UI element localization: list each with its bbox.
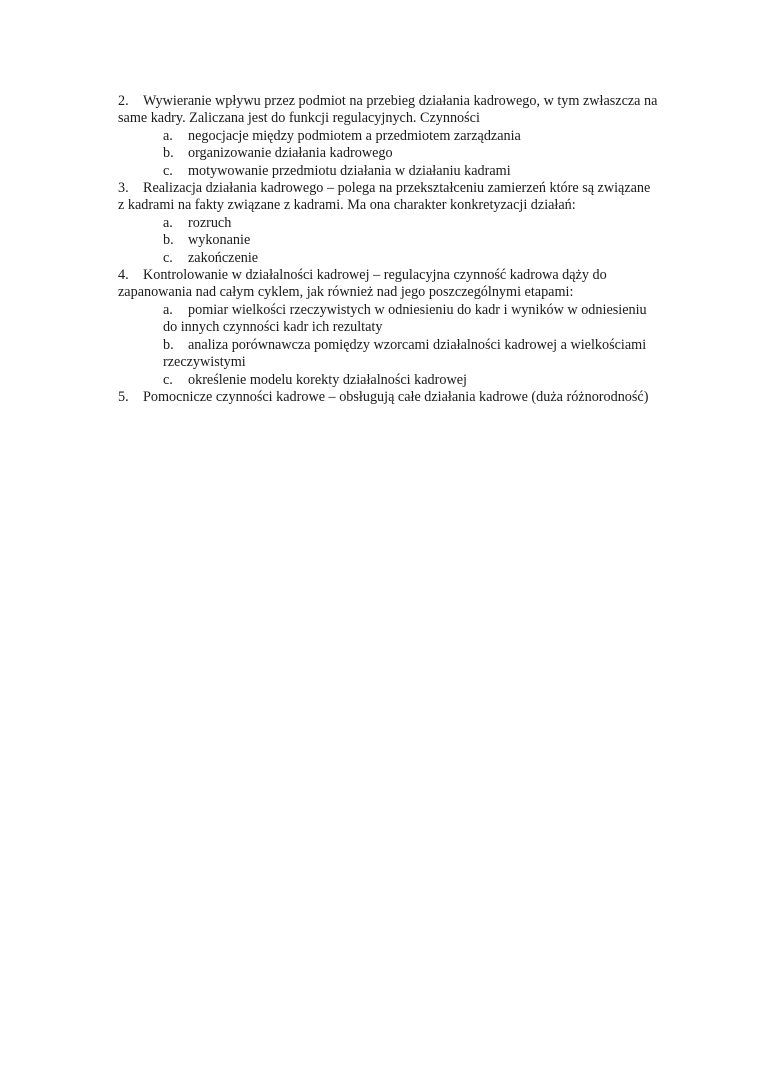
sublist-item xyxy=(118,372,658,389)
sub-letter: c. xyxy=(163,249,173,266)
sublist-item xyxy=(118,145,658,162)
sublist-item xyxy=(118,232,658,249)
sublist-item xyxy=(118,215,658,232)
sub-text: wykonanie xyxy=(188,232,251,249)
item-number: 4. xyxy=(118,267,129,284)
list-item-4 xyxy=(118,267,658,302)
item-text: Realizacja działania kadrowego – polega na przekształceniu zamierzeń które są związane z kadrami na fakty związane z kadrami. Ma ona charakter konkretyzacji działań: xyxy=(118,180,651,214)
sub-letter: c. xyxy=(163,162,173,179)
sub-text: określenie modelu korekty działalności kadrowej xyxy=(188,371,467,388)
sub-letter: a. xyxy=(163,214,173,231)
item-number: 2. xyxy=(118,93,129,109)
sublist-item xyxy=(118,163,658,180)
item-text: Wywieranie wpływu przez podmiot na przebieg działania kadrowego, w tym zwłaszcza na same kadry. Zaliczana jest do funkcji regulacyjnych. Czynności xyxy=(118,93,658,127)
sub-text: analiza porównawcza pomiędzy wzorcami działalności kadrowej a wielkościami rzeczywistymi xyxy=(163,336,647,371)
list-item-5 xyxy=(118,389,658,406)
list-item-2 xyxy=(118,93,658,128)
item-text: Pomocnicze czynności kadrowe – obsługują całe działania kadrowe (duża różnorodność) xyxy=(143,388,649,405)
sub-letter: a. xyxy=(163,127,173,144)
document-body xyxy=(118,93,658,406)
sublist-4 xyxy=(118,302,658,389)
sublist-item xyxy=(118,302,658,337)
sublist-item xyxy=(118,337,658,372)
sublist-3 xyxy=(118,215,658,267)
list-item-3 xyxy=(118,180,658,215)
sub-letter: a. xyxy=(163,301,173,318)
sub-text: rozruch xyxy=(188,214,232,231)
sublist-item xyxy=(118,250,658,267)
sub-text: motywowanie przedmiotu działania w działaniu kadrami xyxy=(188,162,511,179)
sub-text: zakończenie xyxy=(188,249,259,266)
sub-letter: b. xyxy=(163,336,174,353)
sub-text: pomiar wielkości rzeczywistych w odniesieniu do kadr i wyników w odniesieniu do innych czynności kadr ich rezultaty xyxy=(163,301,647,336)
sub-letter: b. xyxy=(163,145,174,162)
sub-text: negocjacje między podmiotem a przedmiotem zarządzania xyxy=(188,127,521,144)
sublist-item xyxy=(118,128,658,145)
item-number: 3. xyxy=(118,180,129,197)
sub-letter: b. xyxy=(163,232,174,249)
sub-letter: c. xyxy=(163,371,173,388)
item-text: Kontrolowanie w działalności kadrowej – regulacyjna czynność kadrowa dąży do zapanowania nad całym cyklem, jak również nad jego poszczególnymi etapami: xyxy=(118,267,607,301)
sub-text: organizowanie działania kadrowego xyxy=(188,145,393,162)
sublist-2 xyxy=(118,128,658,180)
item-number: 5. xyxy=(118,388,129,405)
